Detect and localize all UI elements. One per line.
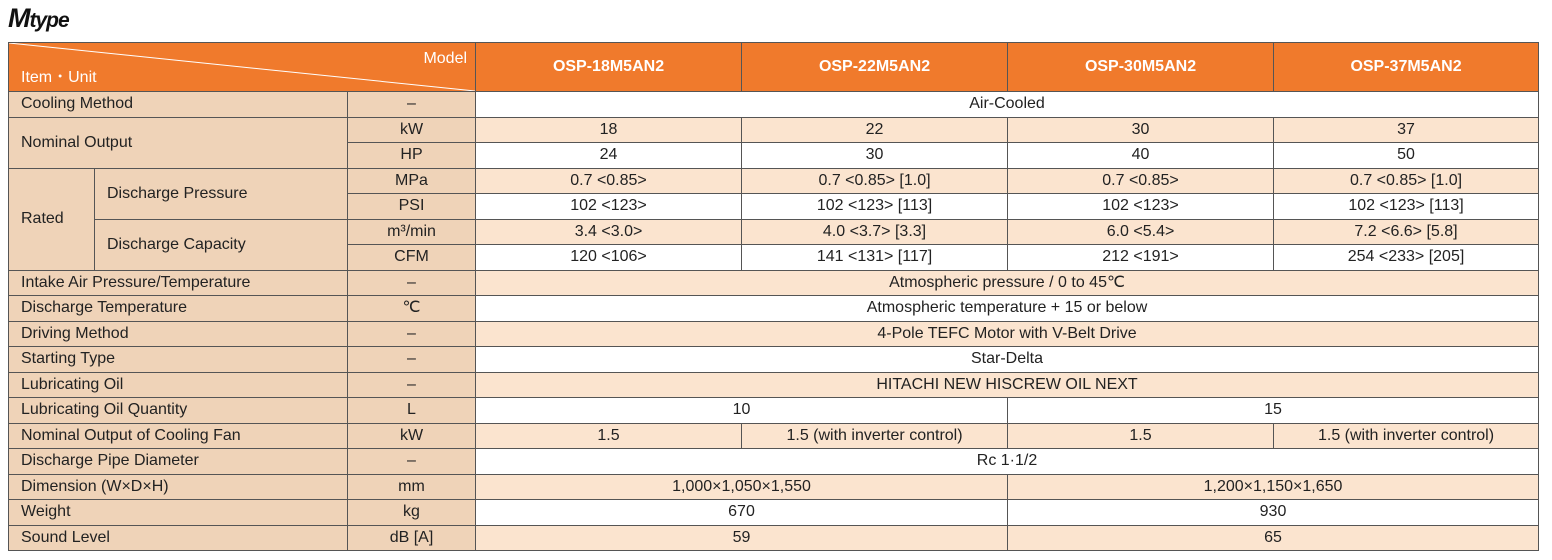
header-corner [9,43,476,92]
value-cell: 1,200×1,150×1,650 [1008,474,1539,500]
row-label: Starting Type [9,347,348,373]
value-cell: 254 <233> [205] [1274,245,1539,271]
value-cell: 102 <123> [476,194,742,220]
value-cell: 0.7 <0.85> [1008,168,1274,194]
value-cell: 1.5 [476,423,742,449]
title-sub: type [29,9,69,32]
value-cell: 6.0 <5.4> [1008,219,1274,245]
value-cell: 4.0 <3.7> [3.3] [742,219,1008,245]
value-cell: 102 <123> [1008,194,1274,220]
value-cell: 670 [476,500,1008,526]
unit-cell: HP [348,143,476,169]
row-label: Nominal Output [9,117,348,168]
header-row [9,43,1539,92]
row-label: Intake Air Pressure/Temperature [9,270,348,296]
table-row [9,219,1539,245]
page-title [8,3,69,34]
value-cell: 0.7 <0.85> [1.0] [742,168,1008,194]
row-label: Driving Method [9,321,348,347]
table-row [9,398,1539,424]
value-cell: 30 [742,143,1008,169]
value-cell: 102 <123> [113] [1274,194,1539,220]
row-label: Discharge Temperature [9,296,348,322]
unit-cell: kW [348,117,476,143]
table-row [9,168,1539,194]
value-cell: 22 [742,117,1008,143]
table-row [9,117,1539,143]
row-label: Sound Level [9,525,348,551]
value-cell: Atmospheric temperature + 15 or below [476,296,1539,322]
table-row [9,92,1539,118]
item-unit-label: Item・Unit [21,69,97,86]
unit-cell: m³/min [348,219,476,245]
value-cell: 1.5 (with inverter control) [742,423,1008,449]
value-cell: 1.5 [1008,423,1274,449]
row-sublabel: Discharge Pressure [95,168,348,219]
table-row [9,423,1539,449]
unit-cell: kg [348,500,476,526]
value-cell: 7.2 <6.6> [5.8] [1274,219,1539,245]
value-cell: Air-Cooled [476,92,1539,118]
row-label: Lubricating Oil [9,372,348,398]
value-cell: 40 [1008,143,1274,169]
unit-cell: – [348,449,476,475]
row-label: Nominal Output of Cooling Fan [9,423,348,449]
value-cell: 10 [476,398,1008,424]
table-row [9,474,1539,500]
table-row [9,296,1539,322]
value-cell: 65 [1008,525,1539,551]
unit-cell: – [348,321,476,347]
value-cell: 0.7 <0.85> [1.0] [1274,168,1539,194]
unit-cell: ℃ [348,296,476,322]
value-cell: 4-Pole TEFC Motor with V-Belt Drive [476,321,1539,347]
value-cell: 24 [476,143,742,169]
value-cell: 50 [1274,143,1539,169]
table-row [9,525,1539,551]
value-cell: 1.5 (with inverter control) [1274,423,1539,449]
row-label: Rated [9,168,95,270]
model-label: Model [423,50,468,67]
value-cell: 15 [1008,398,1539,424]
title-main: M [8,3,30,33]
unit-cell: – [348,347,476,373]
unit-cell: – [348,92,476,118]
unit-cell: – [348,372,476,398]
value-cell: Star-Delta [476,347,1539,373]
table-row [9,500,1539,526]
unit-cell: MPa [348,168,476,194]
unit-cell: – [348,270,476,296]
value-cell: 18 [476,117,742,143]
value-cell: 102 <123> [113] [742,194,1008,220]
model-header: OSP-30M5AN2 [1008,43,1274,92]
spec-table [8,42,1539,551]
row-label: Discharge Pipe Diameter [9,449,348,475]
unit-cell: kW [348,423,476,449]
row-label: Lubricating Oil Quantity [9,398,348,424]
unit-cell: L [348,398,476,424]
row-sublabel: Discharge Capacity [95,219,348,270]
table-row [9,270,1539,296]
row-label: Weight [9,500,348,526]
value-cell: Atmospheric pressure / 0 to 45℃ [476,270,1539,296]
value-cell: 0.7 <0.85> [476,168,742,194]
value-cell: 59 [476,525,1008,551]
value-cell: 1,000×1,050×1,550 [476,474,1008,500]
value-cell: 3.4 <3.0> [476,219,742,245]
value-cell: 120 <106> [476,245,742,271]
unit-cell: CFM [348,245,476,271]
table-row [9,321,1539,347]
model-header: OSP-18M5AN2 [476,43,742,92]
value-cell: HITACHI NEW HISCREW OIL NEXT [476,372,1539,398]
model-header: OSP-37M5AN2 [1274,43,1539,92]
table-row [9,347,1539,373]
unit-cell: dB [A] [348,525,476,551]
unit-cell: mm [348,474,476,500]
value-cell: 930 [1008,500,1539,526]
table-row [9,449,1539,475]
row-label: Cooling Method [9,92,348,118]
value-cell: 212 <191> [1008,245,1274,271]
model-header: OSP-22M5AN2 [742,43,1008,92]
table-row [9,372,1539,398]
unit-cell: PSI [348,194,476,220]
value-cell: 30 [1008,117,1274,143]
row-label: Dimension (W×D×H) [9,474,348,500]
value-cell: Rc 1·1/2 [476,449,1539,475]
value-cell: 141 <131> [117] [742,245,1008,271]
value-cell: 37 [1274,117,1539,143]
